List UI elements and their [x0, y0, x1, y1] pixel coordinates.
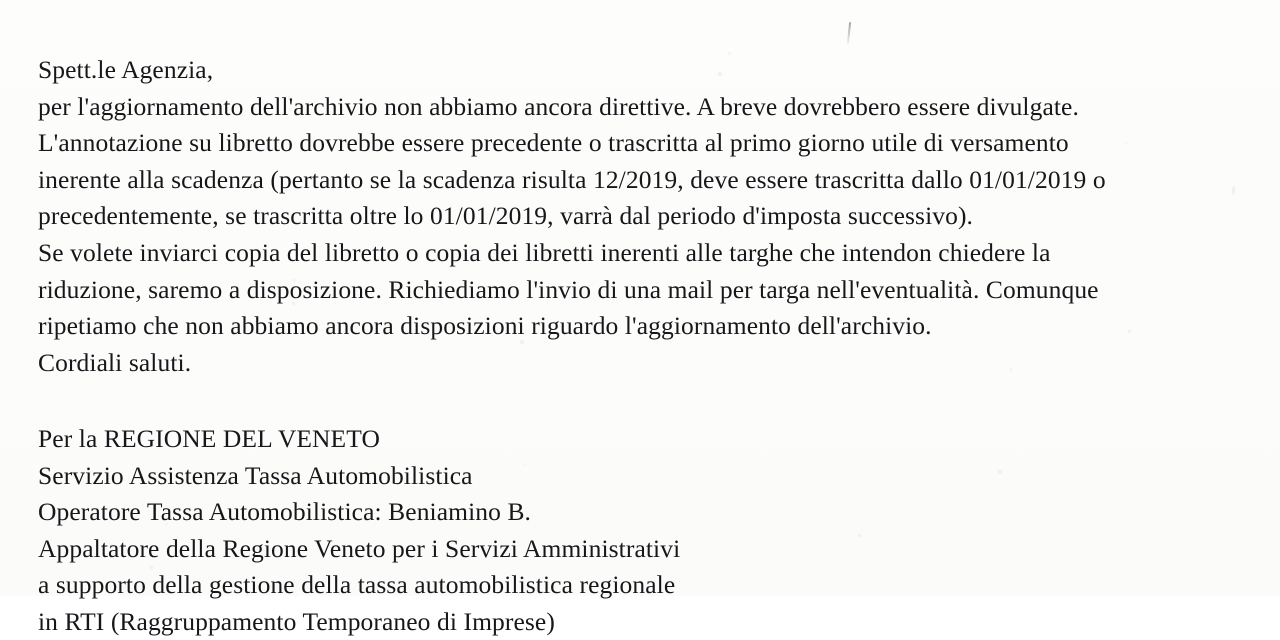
signature-line: in RTI (Raggruppamento Temporaneo di Imprese): [38, 606, 555, 636]
signature-line: a supporto della gestione della tassa automobilistica regionale: [38, 570, 676, 600]
letter-body: [38, 52, 1248, 640]
body-line: L'annotazione su libretto dovrebbe essere precedente o trascritta al primo giorno utile di versamento: [38, 128, 1069, 158]
paragraph-spacer: [38, 381, 1248, 421]
scan-artifact-mark: [847, 22, 851, 44]
body-line: ripetiamo che non abbiamo ancora disposizioni riguardo l'aggiornamento dell'archivio.: [38, 311, 932, 341]
signature-line: Operatore Tassa Automobilistica: Beniamino B.: [38, 497, 532, 527]
signature-line: Per la REGIONE DEL VENETO: [38, 424, 380, 454]
body-line: Spett.le Agenzia,: [38, 55, 214, 84]
signature-line: Appaltatore della Regione Veneto per i Servizi Amministrativi: [38, 533, 681, 563]
body-line: Cordiali saluti.: [38, 347, 192, 377]
body-line: per l'aggiornamento dell'archivio non abbiamo ancora direttive. A breve dovrebbero essere divulgate.: [38, 91, 1079, 121]
body-line: inerente alla scadenza (pertanto se la scadenza risulta 12/2019, deve essere trascritta dallo 01/01/2019 o: [38, 164, 1106, 194]
body-line: precedentemente, se trascritta oltre lo 01/01/2019, varrà dal periodo d'imposta successivo).: [38, 201, 974, 231]
signature-line: Servizio Assistenza Tassa Automobilistica: [38, 460, 473, 490]
body-line: Se volete inviarci copia del libretto o copia dei libretti inerenti alle targhe che intendon chiedere la: [38, 237, 1051, 267]
body-line: riduzione, saremo a disposizione. Richiediamo l'invio di una mail per targa nell'eventualità. Comunque: [38, 274, 1099, 304]
